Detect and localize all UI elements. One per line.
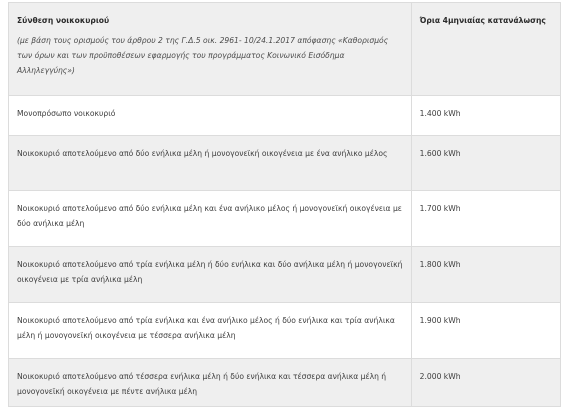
composition-cell: Νοικοκυριό αποτελούμενο από τέσσερα ενήλικα μέλη ή δύο ενήλικα και τέσσερα ανήλικα μέλη ή μονογονεϊκή οικογένεια με πέντε ανήλικα μέλη [9,359,412,407]
table-row [9,136,561,191]
table-row [9,191,561,247]
limit-header-cell [411,3,560,96]
table-row [9,247,561,303]
limit-cell: 2.000 kWh [411,359,560,407]
table-row [9,359,561,407]
composition-cell: Νοικοκυριό αποτελούμενο από δύο ενήλικα μέλη ή μονογονεϊκή οικογένεια με ένα ανήλικο μέλος [9,136,412,191]
composition-header-title: Σύνθεση νοικοκυριού [17,16,110,25]
composition-header-cell [9,3,412,96]
limit-cell: 1.800 kWh [411,247,560,303]
composition-cell: Νοικοκυριό αποτελούμενο από τρία ενήλικα μέλη ή δύο ενήλικα και δύο ανήλικα μέλη ή μονογονεϊκή οικογένεια με τρία ανήλικα μέλη [9,247,412,303]
limit-cell: 1.400 kWh [411,96,560,136]
composition-header-note: (με βάση τους ορισμούς του άρθρου 2 της Γ.Δ.5 οικ. 2961- 10/24.1.2017 απόφασης «Καθορισμός των όρων και των προϋποθέσεων εφαρμογής του προγράμματος Κοινωνικό Εισόδημα Αλληλεγγύης») [17,36,389,75]
consumption-limits-table [8,2,561,407]
table-row [9,96,561,136]
limit-header-title: Όρια 4μηνιαίας κατανάλωσης [419,16,546,25]
limit-cell: 1.700 kWh [411,191,560,247]
composition-cell: Μονοπρόσωπο νοικοκυριό [9,96,412,136]
limit-cell: 1.600 kWh [411,136,560,191]
composition-cell: Νοικοκυριό αποτελούμενο από δύο ενήλικα μέλη και ένα ανήλικο μέλος ή μονογονεϊκή οικογένεια με δύο ανήλικα μέλη [9,191,412,247]
table-row [9,303,561,359]
composition-cell: Νοικοκυριό αποτελούμενο από τρία ενήλικα και ένα ανήλικο μέλος ή δύο ενήλικα και τρία ανήλικα μέλη ή μονογονεϊκή οικογένεια με τέσσερα ανήλικα μέλη [9,303,412,359]
limit-cell: 1.900 kWh [411,303,560,359]
table-header-row [9,3,561,96]
